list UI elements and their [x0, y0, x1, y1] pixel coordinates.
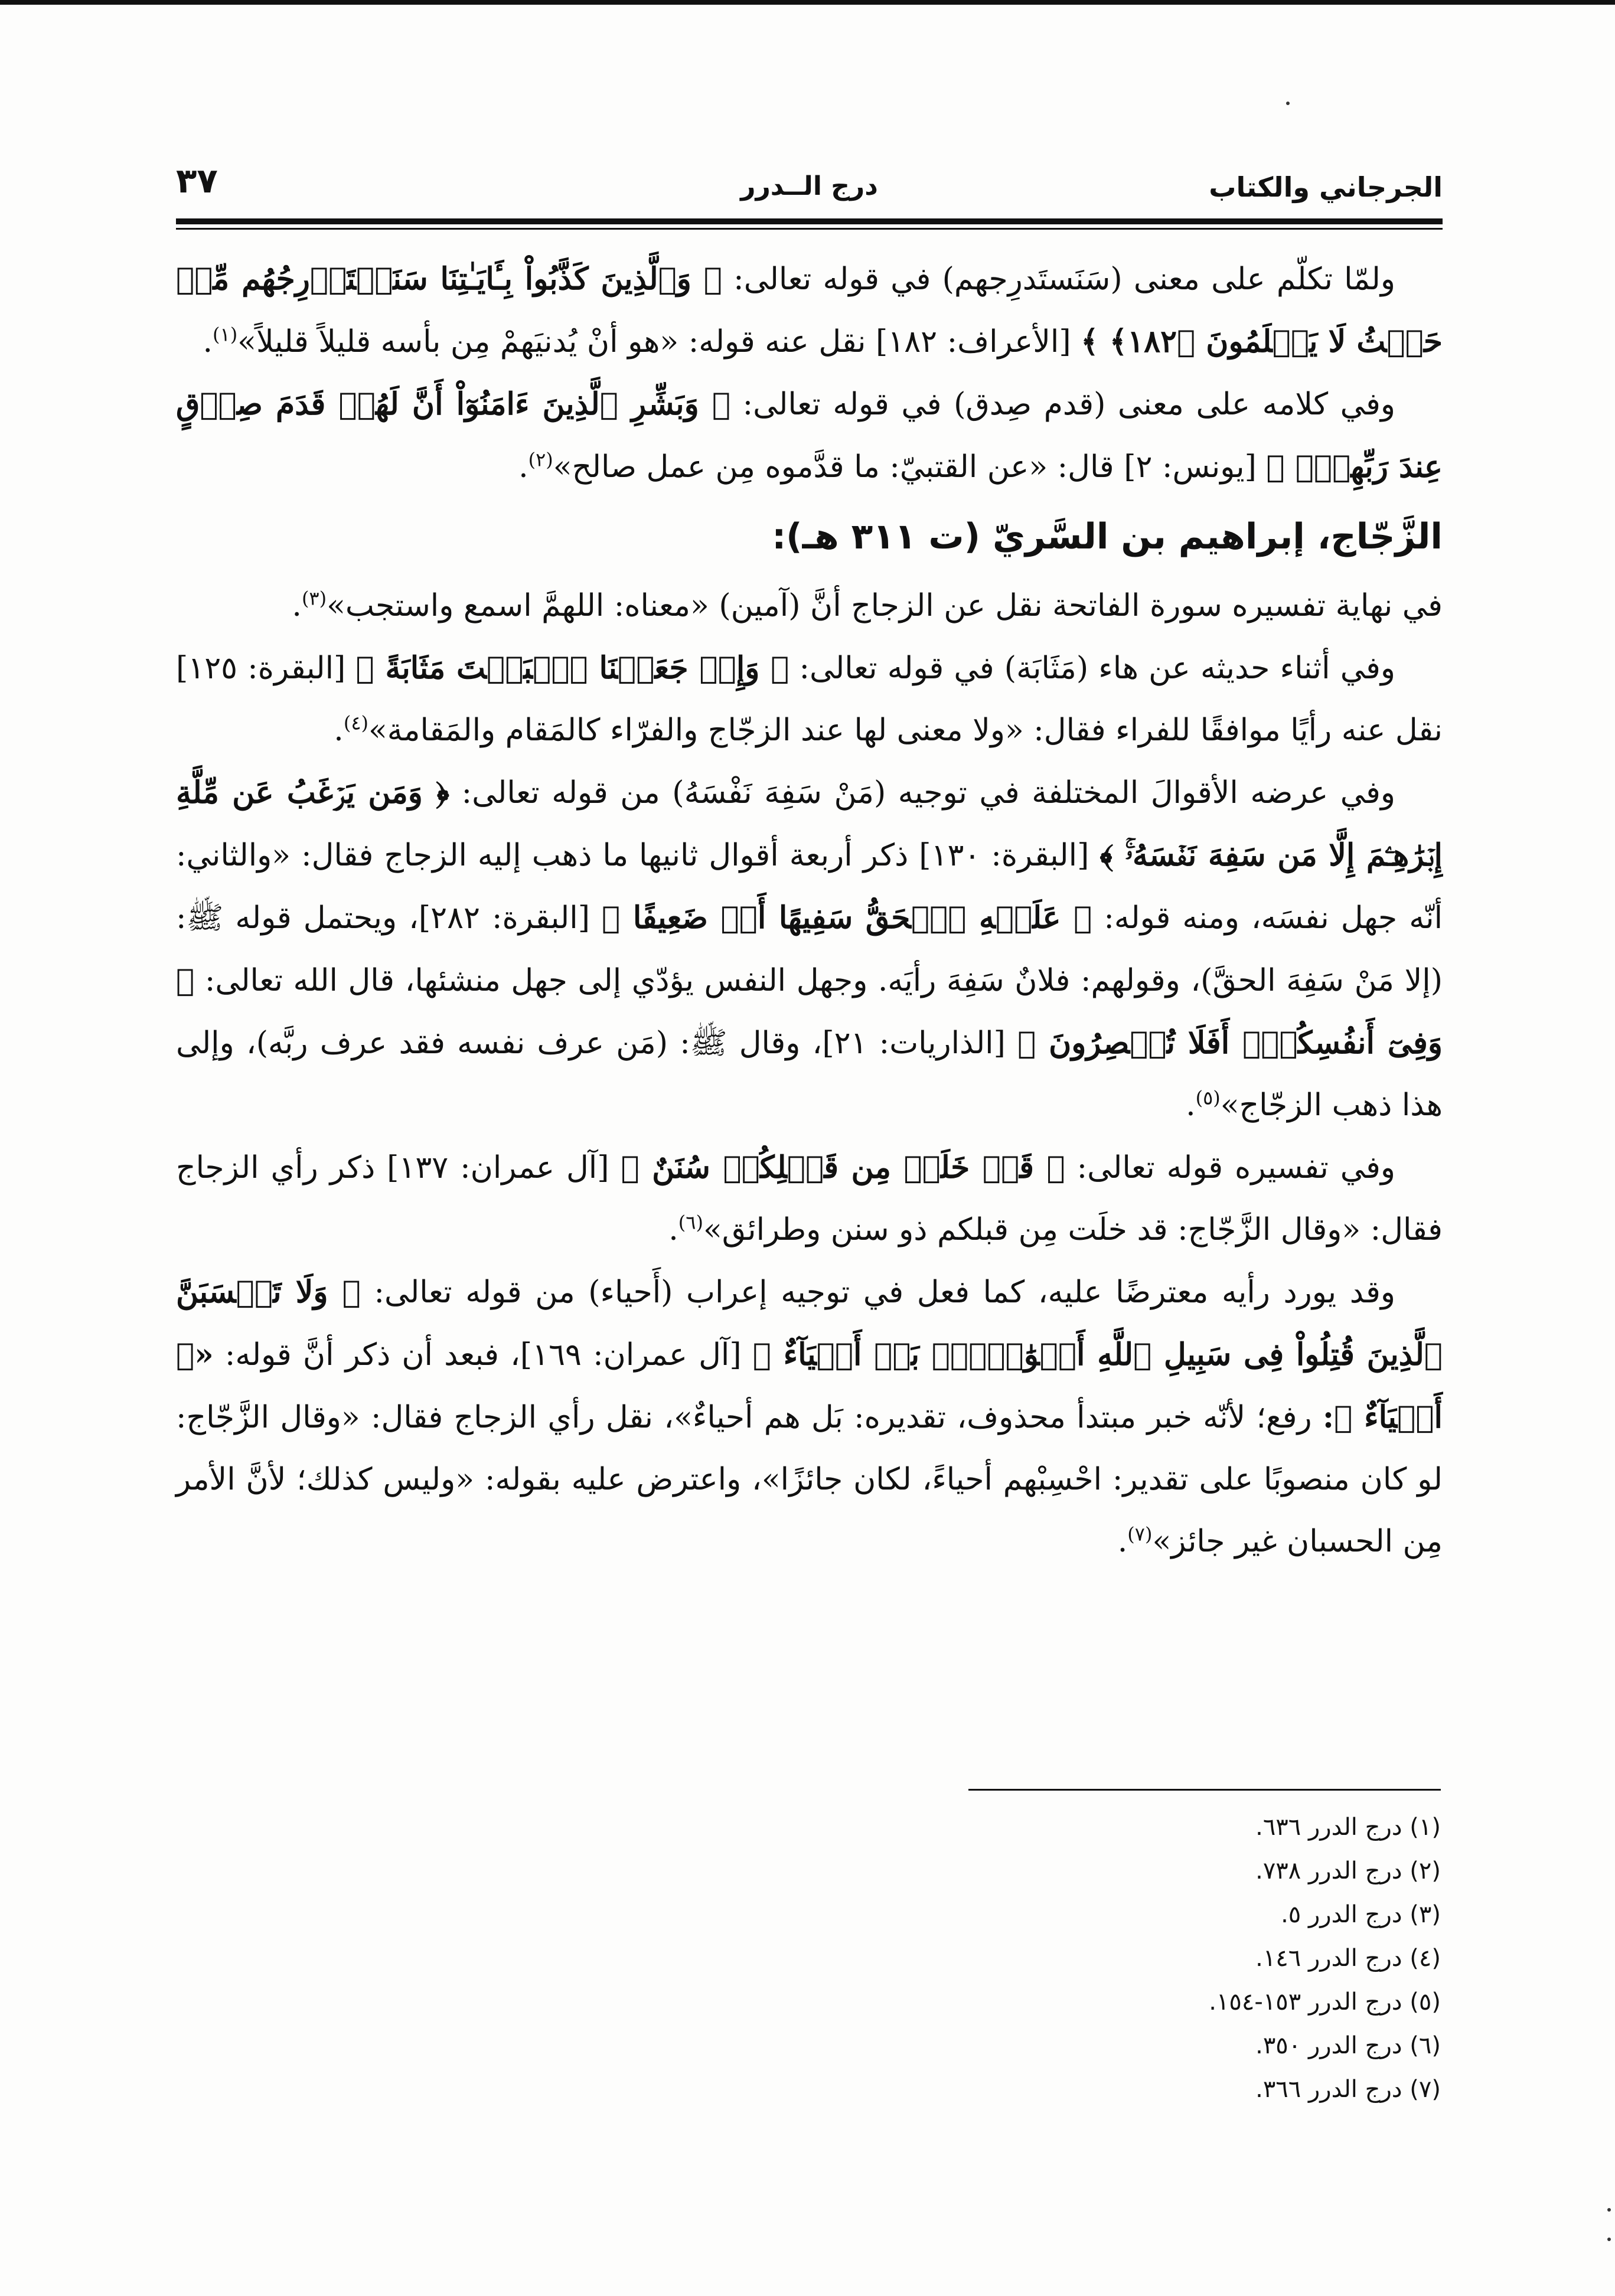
header-rule [176, 218, 1443, 224]
quran-verse: ﴿ عَلَيۡهِ ٱلۡحَقُّ سَفِيهًا أَوۡ ضَعِيفًا ﴾ [602, 900, 1092, 936]
footnotes [768, 1805, 1441, 2111]
footnote-ref: (٦) [678, 1211, 703, 1234]
footnote: (٢) درج الدرر ٧٣٨. [1255, 1857, 1441, 1885]
footnote-ref: (١) [213, 323, 238, 346]
footnote: (٥) درج الدرر ١٥٣-١٥٤. [1209, 1988, 1441, 2016]
footnote-separator [968, 1789, 1441, 1791]
quran-verse: ﴿ وَٱلَّذِينَ كَذَّبُواْ بِـَٔايَـٰتِنَا سَنَسۡتَدۡرِجُهُم مِّنۡ حَيۡثُ لَا يَعۡلَمُونَ ﴿١٨٢﴾ ﴾ [176, 261, 1443, 360]
quran-verse: ﴿ وَمَن يَرۡغَبُ عَن مِّلَّةِ إِبۡرَٰهِـۧمَ إِلَّا مَن سَفِهَ نَفۡسَهُۥۚ ﴾ [176, 775, 1443, 873]
footnote-ref: (٥) [1195, 1086, 1221, 1109]
quran-verse: ﴿ وَبَشِّرِ ٱلَّذِينَ ءَامَنُوٓاْ أَنَّ لَهُمۡ قَدَمَ صِدۡقٍ عِندَ رَبِّهِمۡۗ ﴾ [176, 386, 1443, 485]
footnote: (٤) درج الدرر ١٤٦. [1255, 1945, 1441, 1972]
footnote-ref: (٧) [1127, 1523, 1153, 1546]
paragraph: ولمّا تكلّم على معنى (سَنَستَدرِجهم) في قوله تعالى: ﴿ وَٱلَّذِينَ كَذَّبُواْ بِـَٔايَـٰتِنَا سَنَسۡتَدۡرِجُهُم مِّنۡ حَيۡثُ لَا يَعۡلَمُونَ ﴿١٨٢﴾ ﴾ [الأعراف: ١٨٢] نقل عنه قوله: «هو أنْ يُدنيَهمْ مِن بأسه قليلاً قليلاً»$^{(١)}$. [176, 261, 1443, 360]
scan-top-edge [0, 0, 1615, 5]
header-rule-thin [176, 228, 1443, 230]
quran-verse: ﴿ وَفِىٓ أَنفُسِكُمۡۚ أَفَلَا تُبۡصِرُونَ ﴾ [176, 962, 1443, 1061]
paragraph: وقد يورد رأيه معترضًا عليه، كما فعل في توجيه إعراب (أَحياء) من قوله تعالى: ﴿ وَلَا تَحۡسَبَنَّ ٱلَّذِينَ قُتِلُواْ فِى سَبِيلِ ٱللَّهِ أَمۡوَٰتَۢاۚ بَلۡ أَحۡيَآءٌ ﴾ [آل عمران: ١٦٩]، فبعد أن ذكر أنَّ قوله: «﴿ أَحۡيَآءٌ ﴾: رفع؛ لأنّه خبر مبتدأ محذوف، تقديره: بَل هم أحياءٌ»، نقل رأي الزجاج فقال: «وقال الزَّجّاج: لو كان منصوبًا على تقدير: احْسِبْهم أحياءً، لكان جائزًا»، واعترض عليه بقوله: «وليس كذلك؛ لأنَّ الأمر مِن الحسبان غير جائز»$^{(٧)}$. [176, 1274, 1443, 1559]
scan-speck [1607, 2238, 1611, 2241]
footnote-ref: (٣) [301, 587, 327, 610]
main-text [176, 248, 1443, 1573]
page-number: ٣٧ [176, 161, 218, 201]
paragraph: في نهاية تفسيره سورة الفاتحة نقل عن الزجاج أنَّ (آمين) «معناه: اللهمَّ اسمع واستجب»$^{(٣)}$. [292, 587, 1443, 623]
scan-speck [1286, 102, 1290, 105]
paragraph: وفي عرضه الأقوالَ المختلفة في توجيه (مَنْ سَفِهَ نَفْسَهُ) من قوله تعالى: ﴿ وَمَن يَرۡغَبُ عَن مِّلَّةِ إِبۡرَٰهِـۧمَ إِلَّا مَن سَفِهَ نَفۡسَهُۥۚ ﴾ [البقرة: ١٣٠] ذكر أربعة أقوال ثانيها ما ذهب إليه الزجاج فقال: «والثاني: أنّه جهل نفسَه، ومنه قوله: ﴿ عَلَيۡهِ ٱلۡحَقُّ سَفِيهًا أَوۡ ضَعِيفًا ﴾ [البقرة: ٢٨٢]، ويحتمل قوله ﷺ: (إلا مَنْ سَفِهَ الحقَّ)، وقولهم: فلانٌ سَفِهَ رأيَه. وجهل النفس يؤدّي إلى جهل منشئها، قال الله تعالى: ﴿ وَفِىٓ أَنفُسِكُمۡۚ أَفَلَا تُبۡصِرُونَ ﴾ [الذاريات: ٢١]، وقال ﷺ: (مَن عرف نفسه فقد عرف ربَّه)، وإلى هذا ذهب الزجّاج»$^{(٥)}$. [176, 775, 1443, 1123]
scan-speck [1607, 2208, 1611, 2212]
running-header [176, 161, 1443, 220]
footnote: (٣) درج الدرر ٥. [1281, 1901, 1441, 1928]
chapter-title: الجرجاني والكتاب [1209, 171, 1443, 203]
footnote-ref: (٤) [343, 711, 368, 734]
footnote: (١) درج الدرر ٦٣٦. [1255, 1814, 1441, 1841]
quran-verse: ﴿ قَدۡ خَلَتۡ مِن قَبۡلِكُمۡ سُنَنٌ ﴾ [621, 1149, 1065, 1185]
quran-verse: ﴿ وَإِذۡ جَعَلۡنَا ٱلۡبَيۡتَ مَثَابَةً ﴾ [355, 650, 789, 686]
quran-verse: «﴿ أَحۡيَآءٌ ﴾: [176, 1337, 1443, 1435]
footnote: (٧) درج الدرر ٣٦٦. [1255, 2076, 1441, 2103]
section-heading: الزَّجّاج، إبراهيم بن السَّريّ (ت ٣١١ هـ): [772, 516, 1443, 557]
paragraph: وفي تفسيره قوله تعالى: ﴿ قَدۡ خَلَتۡ مِن قَبۡلِكُمۡ سُنَنٌ ﴾ [آل عمران: ١٣٧] ذكر رأي الزجاج فقال: «وقال الزَّجّاج: قد خلَت مِن قبلكم ذو سنن وطرائق»$^{(٦)}$. [176, 1149, 1443, 1247]
paragraph: وفي كلامه على معنى (قدم صِدق) في قوله تعالى: ﴿ وَبَشِّرِ ٱلَّذِينَ ءَامَنُوٓاْ أَنَّ لَهُمۡ قَدَمَ صِدۡقٍ عِندَ رَبِّهِمۡۗ ﴾ [يونس: ٢] قال: «عن القتبيّ: ما قدَّموه مِن عمل صالح»$^{(٢)}$. [176, 386, 1443, 485]
footnote: (٦) درج الدرر ٣٥٠. [1255, 2032, 1441, 2059]
quran-verse: ﴿ وَلَا تَحۡسَبَنَّ ٱلَّذِينَ قُتِلُواْ فِى سَبِيلِ ٱللَّهِ أَمۡوَٰتَۢاۚ بَلۡ أَحۡيَآءٌ ﴾ [176, 1274, 1443, 1373]
book-title: درج الــدرر [740, 171, 878, 201]
footnote-ref: (٢) [528, 448, 553, 471]
paragraph: وفي أثناء حديثه عن هاء (مَثَابَة) في قوله تعالى: ﴿ وَإِذۡ جَعَلۡنَا ٱلۡبَيۡتَ مَثَابَةً ﴾ [البقرة: ١٢٥] نقل عنه رأيًا موافقًا للفراء فقال: «ولا معنى لها عند الزجّاج والفرّاء كالمَقام والمَقامة»$^{(٤)}$. [176, 650, 1443, 748]
